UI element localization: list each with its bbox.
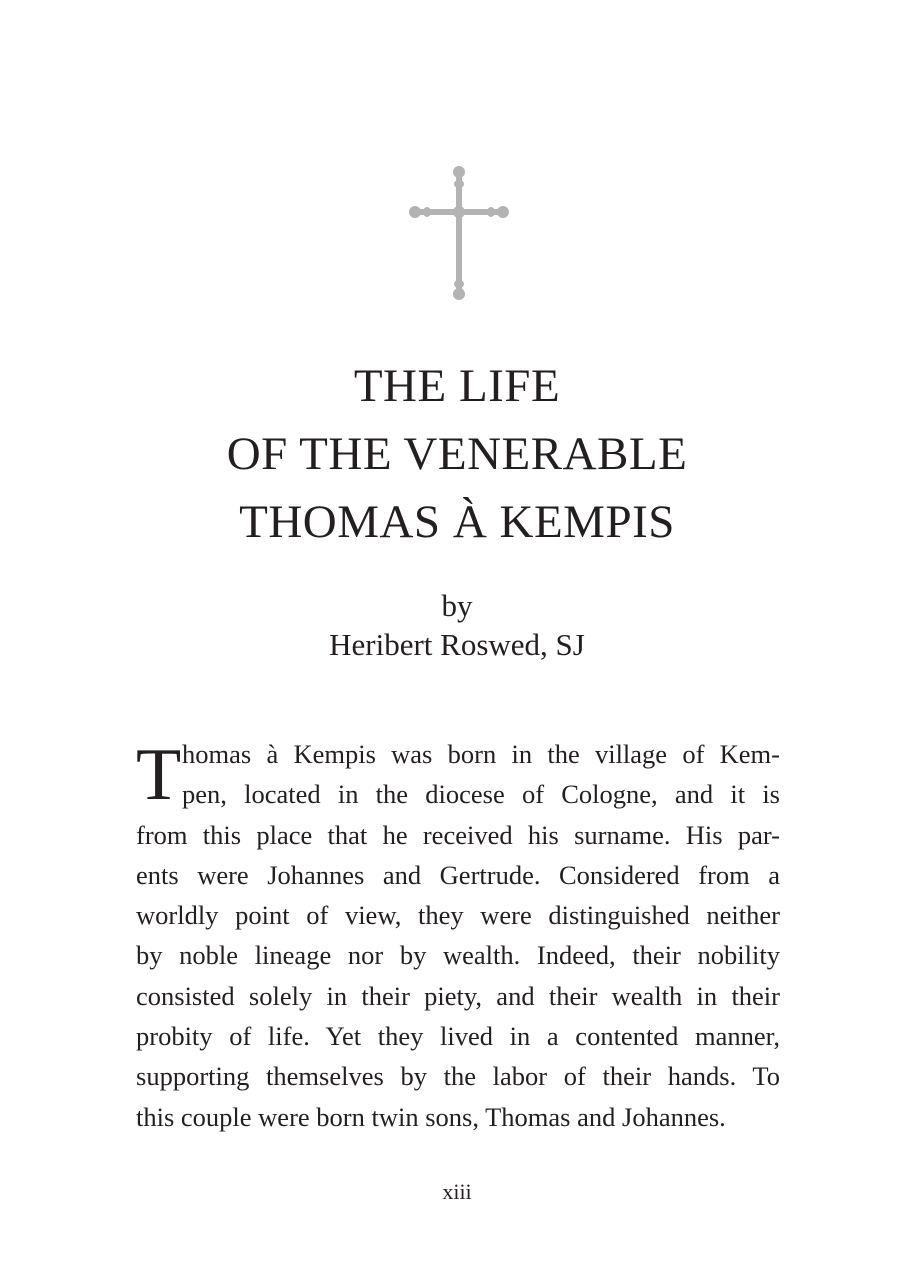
body-paragraph <box>136 734 780 1137</box>
body-line-7: consisted solely in their piety, and their wealth in their <box>136 980 780 1011</box>
drop-cap: T <box>136 734 182 816</box>
title-line-2: OF THE VENERABLE <box>226 428 688 480</box>
title-line-1: THE LIFE <box>353 360 561 412</box>
byline-author: Heribert Roswed, SJ <box>329 627 585 662</box>
body-line-3: from this place that he received his surname. His par- <box>136 819 780 850</box>
cross-icon <box>407 162 511 304</box>
body-line-8: probity of life. Yet they lived in a contented manner, <box>136 1021 780 1052</box>
body-line-2: pen, located in the diocese of Cologne, and it is <box>182 779 780 810</box>
body-line-10: this couple were born twin sons, Thomas and Johannes. <box>136 1101 726 1132</box>
body-line-1: homas à Kempis was born in the village of Kem- <box>182 739 780 769</box>
body-line-9: supporting themselves by the labor of their hands. To <box>136 1061 780 1092</box>
byline-by: by <box>441 588 473 623</box>
page-title <box>0 352 914 556</box>
title-line-3: THOMAS À KEMPIS <box>239 496 675 548</box>
byline <box>0 586 914 664</box>
body-line-5: worldly point of view, they were distinguished neither <box>136 900 780 931</box>
body-line-6: by noble lineage nor by wealth. Indeed, their nobility <box>136 940 780 971</box>
page-number: xiii <box>442 1179 472 1204</box>
body-line-4: ents were Johannes and Gertrude. Considered from a <box>136 859 780 890</box>
